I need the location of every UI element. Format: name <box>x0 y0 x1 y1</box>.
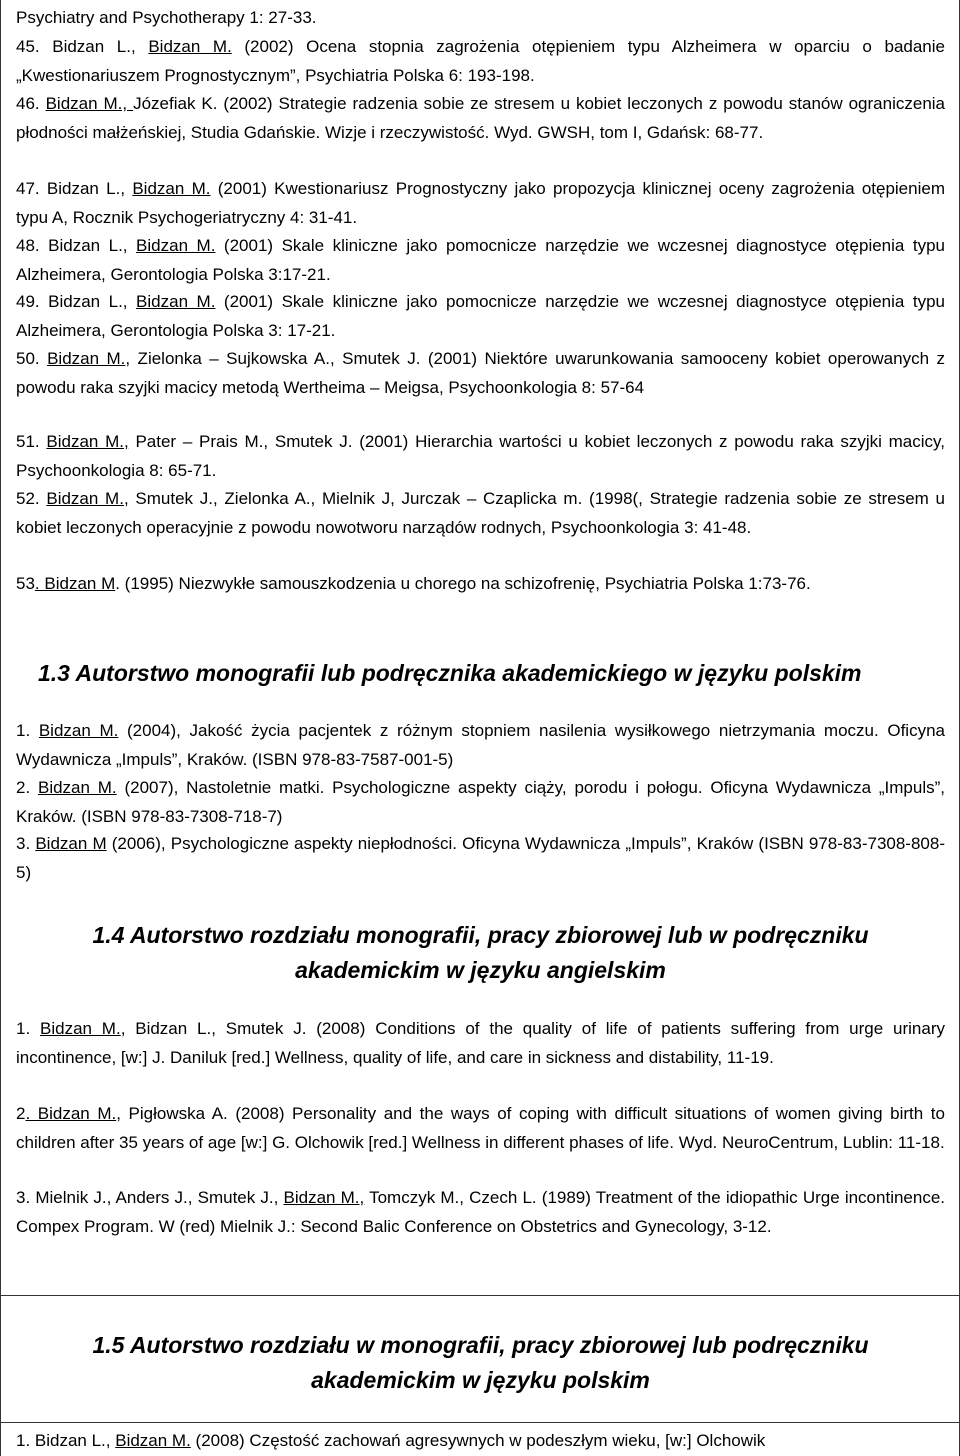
reference-49: 49. Bidzan L., Bidzan M. (2001) Skale kliniczne jako pomocnicze narzędzie we wczesnej diagnostyce otępienia typu Alzheimera, Gerontologia Polska 3: 17-21. <box>16 292 945 340</box>
table-row-divider <box>1 1422 960 1423</box>
section-1-4-heading-line1: 1.4 Autorstwo rozdziału monografii, pracy zbiorowej lub w podręczniku <box>92 922 869 948</box>
reference-50: 50. Bidzan M., Zielonka – Sujkowska A., Smutek J. (2001) Niektóre uwarunkowania samooceny kobiet operowanych z powodu raka szyjki macicy metodą Wertheima – Meigsa, Psychoonkologia 8: 57-64 <box>16 349 945 397</box>
monograph-item-2: 2. Bidzan M. (2007), Nastoletnie matki. Psychologiczne aspekty ciąży, porodu i połogu. Oficyna Wydawnicza „Impuls”, Kraków. (ISBN 978-83-7308-718-7) <box>16 778 945 826</box>
chapter-en-item-1: 1. Bidzan M., Bidzan L., Smutek J. (2008) Conditions of the quality of life of patients suffering from urge urinary incontinence, [w:] J. Daniluk [red.] Wellness, quality of life, and care in sickness and distability, 11-19. <box>16 1019 945 1067</box>
reference-46: 46. Bidzan M., Józefiak K. (2002) Strategie radzenia sobie ze stresem u kobiet leczonych z powodu stanów ograniczenia płodności małżeńskiej, Studia Gdańskie. Wizje i rzeczywistość. Wyd. GWSH, tom I, Gdańsk: 68-77. <box>16 94 946 142</box>
section-1-5-heading-line1: 1.5 Autorstwo rozdziału w monografii, pracy zbiorowej lub podręczniku <box>92 1332 869 1358</box>
monograph-item-1: 1. Bidzan M. (2004), Jakość życia pacjentek z różnym stopniem nasilenia wysiłkowego nietrzymania moczu. Oficyna Wydawnicza „Impuls”, Kraków. (ISBN 978-83-7587-001-5) <box>16 721 945 769</box>
chapter-en-item-2: 2. Bidzan M., Pigłowska A. (2008) Personality and the ways of coping with difficult situations of women giving birth to children after 35 years of age [w:] G. Olchowik [red.] Wellness in different phases of life. Wyd. NeuroCentrum, Lublin: 11-18. <box>16 1104 945 1152</box>
monograph-item-3: 3. Bidzan M (2006), Psychologiczne aspekty niepłodności. Oficyna Wydawnicza „Impuls”, Kraków (ISBN 978-83-7308-808-5) <box>16 834 945 882</box>
reference-48: 48. Bidzan L., Bidzan M. (2001) Skale kliniczne jako pomocnicze narzędzie we wczesnej diagnostyce otępienia typu Alzheimera, Gerontologia Polska 3:17-21. <box>16 236 945 284</box>
reference-tail: Psychiatry and Psychotherapy 1: 27-33. <box>16 8 317 27</box>
table-row-divider <box>1 1295 960 1296</box>
section-1-5-heading-line2: akademickim w języku polskim <box>311 1367 650 1393</box>
reference-52: 52. Bidzan M., Smutek J., Zielonka A., Mielnik J, Jurczak – Czaplicka m. (1998(, Strategie radzenia sobie ze stresem u kobiet leczonych operacyjnie z powodu nowotworu narządów rodnych, Psychoonkologia 3: 41-48. <box>16 489 945 537</box>
reference-51: 51. Bidzan M., Pater – Prais M., Smutek J. (2001) Hierarchia wartości u kobiet leczonych z powodu raka szyjki macicy, Psychoonkologia 8: 65-71. <box>16 432 946 480</box>
reference-53: 53. Bidzan M. (1995) Niezwykłe samouszkodzenia u chorego na schizofrenię, Psychiatria Polska 1:73-76. <box>16 574 811 593</box>
reference-47: 47. Bidzan L., Bidzan M. (2001) Kwestionariusz Prognostyczny jako propozycja klinicznej oceny zagrożenia otępieniem typu A, Rocznik Psychogeriatryczny 4: 31-41. <box>16 179 945 227</box>
chapter-en-item-3: 3. Mielnik J., Anders J., Smutek J., Bidzan M., Tomczyk M., Czech L. (1989) Treatment of the idiopathic Urge incontinence. Compex Program. W (red) Mielnik J.: Second Balic Conference on Obstetrics and Gynecology, 3-12. <box>16 1188 946 1236</box>
chapter-pl-item-1: 1. Bidzan L., Bidzan M. (2008) Częstość zachowań agresywnych w podeszłym wieku, [w:] Olchowik <box>16 1431 766 1450</box>
section-1-3-heading: 1.3 Autorstwo monografii lub podręcznika akademickiego w języku polskim <box>38 660 862 686</box>
section-1-4-heading-line2: akademickim w języku angielskim <box>295 957 666 983</box>
reference-45: 45. Bidzan L., Bidzan M. (2002) Ocena stopnia zagrożenia otępieniem typu Alzheimera w oparciu o badanie „Kwestionariuszem Prognostycznym”, Psychiatria Polska 6: 193-198. <box>16 37 945 85</box>
